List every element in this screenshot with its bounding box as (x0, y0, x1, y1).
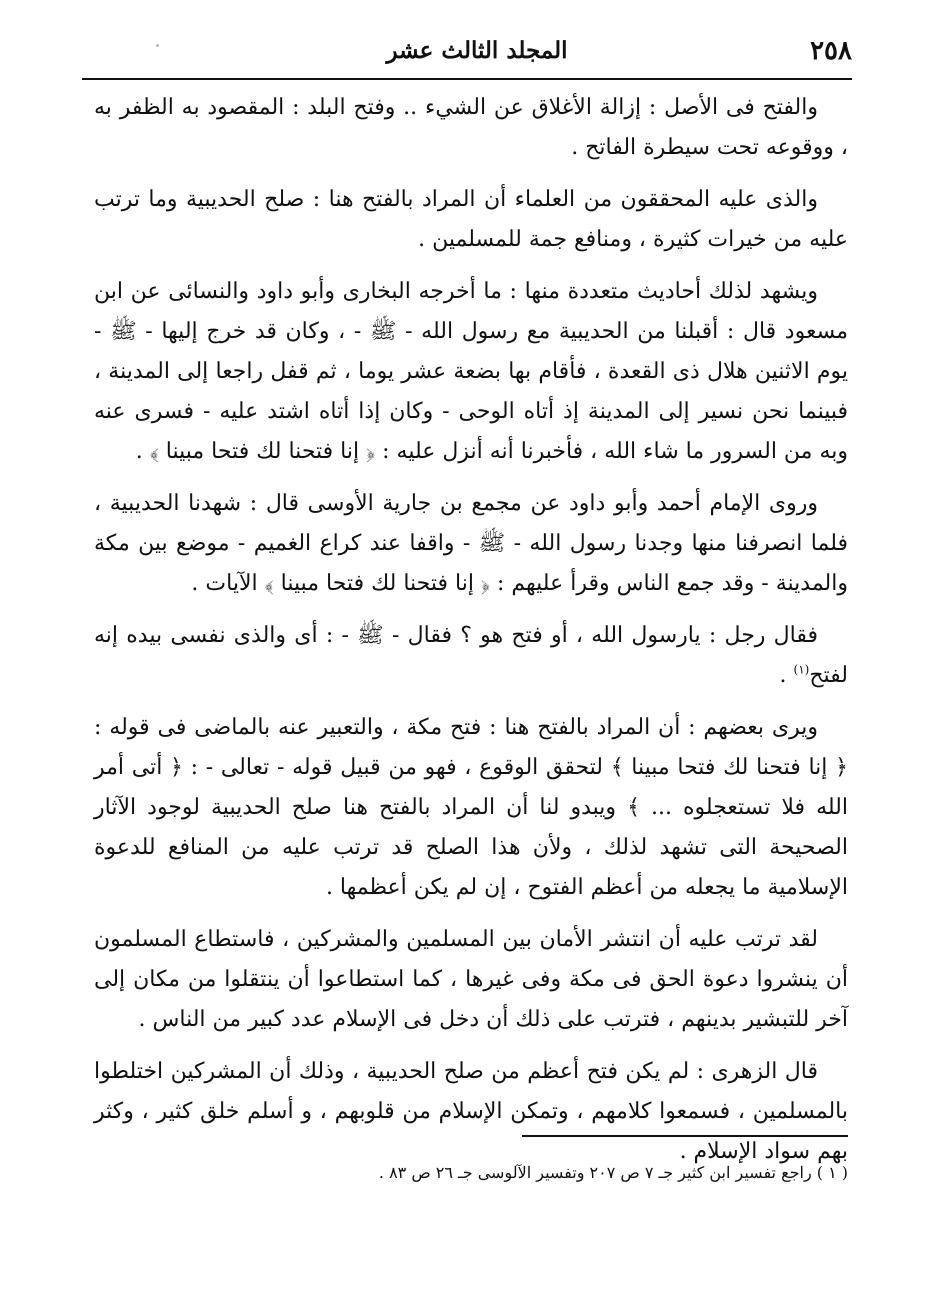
paragraph-definition: والفتح فى الأصل : إزالة الأغلاق عن الشيء .. وفتح البلد : المقصود به الظفر به ، ووقوعه تحت سيطرة الفاتح . (94, 95, 848, 160)
paragraph-man-question-end: . (779, 663, 794, 688)
paragraph-conquest-of-makkah-view: ويرى بعضهم : أن المراد بالفتح هنا : فتح مكة ، والتعبير عنه بالماضى فى قوله : ﴿ إنا فتحنا لك فتحا مبينا ﴾ لتحقق الوقوع ، فهو من قبيل قوله - تعالى - : ﴿ أتى أمر الله فلا تستعجلوه ... ﴾ ويبدو لنا أن المراد بالفتح هنا صلح الحديبية لوجود الآثار الصحيحة التى تشهد لذلك ، ولأن هذا الصلح قد ترتب عليه من المنافع للدعوة الإسلامية ما يجعله من أعظم الفتوح ، إن لم يكن أعظمها . (94, 715, 848, 900)
paragraph-zuhri-quote: قال الزهرى : لم يكن فتح أعظم من صلح الحديبية ، وذلك أن المشركين اختلطوا بالمسلمين ، فسمعوا كلامهم ، وتمكن الإسلام من قلوبهم ، و أسلم خلق كثير ، وكثر بهم سواد الإسلام . (94, 1059, 848, 1164)
footnote-rule (522, 1135, 848, 1137)
page-number: ٢٥٨ (810, 36, 852, 66)
paragraph-peace-results: لقد ترتب عليه أن انتشر الأمان بين المسلمين والمشركين ، فاستطاع المسلمون أن ينشروا دعوة الحق فى مكة وفى غيرها ، كما استطاعوا أن ينتقلوا من مكان إلى آخر للتبشير بدينهم ، فترتب على ذلك أن دخل فى الإسلام عدد كبير من الناس . (94, 927, 848, 1032)
running-title: المجلد الثالث عشر (386, 37, 568, 64)
footnote-reference: (١) (793, 662, 810, 677)
paragraph-ibn-masud-hadith: ويشهد لذلك أحاديث متعددة منها : ما أخرجه البخارى وأبو داود والنسائى عن ابن مسعود قال : أقبلنا من الحديبية مع رسول الله - ﷺ - ، وكان قد خرج إليها - ﷺ - يوم الاثنين هلال ذى القعدة ، فأقام بها بضعة عشر يوما ، ثم قفل راجعا إلى المدينة ، فبينما نحن نسير إلى المدينة إذ أتاه الوحى - وكان إذا أتاه اشتد عليه - فسرى عنه وبه من السرور ما شاء الله ، فأخبرنا أنه أنزل عليه : ﴿ إنا فتحنا لك فتحا مبينا ﴾ . (94, 279, 848, 464)
header-rule (82, 78, 852, 80)
footnote: ( ١ ) راجع تفسير ابن كثير جـ ٧ ص ٢٠٧ وتفسير الآلوسى جـ ٢٦ ص ٨٣ . (378, 1163, 848, 1182)
paragraph-mujammi-hadith: وروى الإمام أحمد وأبو داود عن مجمع بن جارية الأوسى قال : شهدنا الحديبية ، فلما انصرفنا منها وجدنا رسول الله - ﷺ - واقفا عند كراع الغميم - موضع بين مكة والمدينة - وقد جمع الناس وقرأ عليهم : ﴿ إنا فتحنا لك فتحا مبينا ﴾ الآيات . (94, 491, 848, 596)
page-header (82, 34, 852, 74)
paragraph-man-question-text: فقال رجل : يارسول الله ، أو فتح هو ؟ فقال - ﷺ - : أى والذى نفسى بيده إنه لفتح (94, 623, 848, 688)
paragraph-scholars-view: والذى عليه المحققون من العلماء أن المراد بالفتح هنا : صلح الحديبية وما ترتب عليه من خيرات كثيرة ، ومنافع جمة للمسلمين . (94, 187, 848, 252)
paragraph-man-question (94, 616, 848, 696)
main-text (94, 88, 848, 1178)
